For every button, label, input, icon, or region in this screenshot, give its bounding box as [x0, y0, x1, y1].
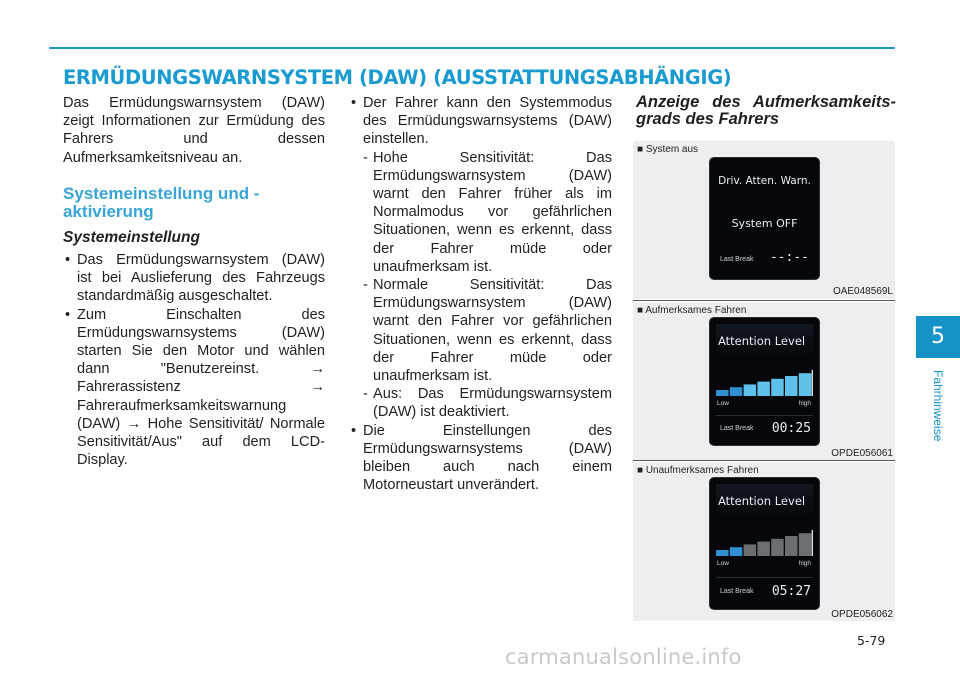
level-end-marker: [812, 530, 813, 556]
last-break-label: Last Break: [720, 256, 754, 263]
cluster-screen: [709, 157, 820, 280]
level-segment: [744, 544, 757, 556]
figure-divider: [633, 460, 895, 461]
level-segment: [730, 547, 743, 556]
column-1: [63, 94, 325, 469]
figure-code: OPDE056062: [831, 609, 893, 620]
level-segment: [771, 379, 784, 396]
figure-divider: [633, 300, 895, 301]
level-segment: [799, 373, 812, 396]
intro-paragraph: Das Ermüdungswarnsystem (DAW) zeigt Informationen zur Ermüdung des Fahrers und dessen Aufmerksamkeitsniveau an.: [63, 95, 325, 166]
dash-off: [349, 385, 612, 421]
heading-attention-display: Anzeige des Aufmerksamkeits-grads des Fahrers: [636, 93, 896, 128]
last-break-time: --:--: [769, 250, 809, 265]
section-title: ERMÜDUNGSWARNSYSTEM (DAW) (AUSSTATTUNGSABHÄNGIG): [63, 66, 732, 89]
figure-label: ■ Aufmerksames Fahren: [637, 305, 747, 316]
level-segment: [785, 376, 798, 396]
heading-system-settings: Systemeinstellung: [63, 228, 200, 246]
level-segment: [716, 550, 729, 556]
cluster-screen: [709, 477, 820, 610]
level-segment: [757, 382, 770, 396]
column-3: [636, 94, 896, 128]
bullet-settings-retained: • Die Einstellungen des Ermüdungswarnsystems (DAW) bleiben auch nach einem Motorneustart unverändert.: [349, 422, 612, 495]
level-segment: [744, 384, 757, 396]
last-break-label: Last Break: [720, 425, 754, 432]
figure-code: OPDE056061: [831, 448, 893, 459]
last-break-time: 00:25: [771, 421, 811, 436]
level-segment: [771, 539, 784, 556]
figure-system-off: [633, 141, 895, 299]
dash-normal-sensitivity: [349, 276, 612, 385]
figure-label: ■ System aus: [637, 144, 699, 155]
cluster-screen: [709, 317, 820, 446]
dash-text: Hohe Sensitivität: Das Ermüdungswarnsystem (DAW) warnt den Fahrer früher als im Normalmodus vor gefährlichen Situationen, wenn es erkennt, dass der Fahrer müde oder unaufmerksam ist.: [373, 149, 612, 275]
chapter-label-text: Fahrhinweise: [931, 370, 945, 442]
screen-status: System OFF: [731, 217, 798, 230]
dash-marker: -: [363, 277, 368, 294]
watermark: carmanualsonline.info: [505, 645, 742, 669]
level-segment: [716, 390, 729, 396]
level-segment: [785, 536, 798, 556]
top-rule: [49, 47, 895, 49]
chapter-tab: 5: [916, 316, 960, 358]
low-label: Low: [717, 560, 729, 567]
level-end-marker: [812, 370, 813, 396]
bullet-enable-steps: • Zum Einschalten des Ermüdungswarnsystems (DAW) starten Sie den Motor und wählen dann "Benutzereinst. → Fahrerassistenz → Fahreraufmerksamkeitswarnung (DAW) → Hohe Sensitivität/ Normale Sensitivität/Aus" auf dem LCD-Display.: [63, 306, 325, 470]
screen-title: Driv. Atten. Warn.: [718, 175, 811, 187]
screen-title: Attention Level: [718, 334, 806, 348]
heading-system-setup: Systemeinstellung und - aktivierung: [63, 183, 260, 221]
last-break-time: 05:27: [771, 584, 811, 599]
figure-label: ■ Unaufmerksames Fahren: [637, 465, 759, 476]
page-number: 5-79: [857, 633, 886, 648]
bullet-system-mode: • Der Fahrer kann den Systemmodus des Ermüdungswarnsystems (DAW) einstellen.: [349, 94, 612, 149]
last-break-label: Last Break: [720, 588, 754, 595]
level-segment: [757, 542, 770, 556]
dash-high-sensitivity: [349, 149, 612, 276]
screen-title: Attention Level: [718, 494, 806, 508]
figure-attentive: [633, 302, 895, 460]
dash-text: Aus: Das Ermüdungswarnsystem (DAW) ist deaktiviert.: [373, 386, 612, 421]
figure-inattentive: [633, 462, 895, 621]
high-label: high: [798, 400, 811, 407]
low-label: Low: [717, 400, 729, 407]
bullet-default-off: • Das Ermüdungswarnsystem (DAW) ist bei Auslieferung des Fahrzeugs standardmäßig ausgeschaltet.: [63, 251, 325, 306]
attention-level-bar: [716, 368, 813, 398]
chapter-label: [930, 370, 945, 454]
high-label: high: [798, 560, 811, 567]
figure-code: OAE048569L: [832, 286, 893, 297]
dash-marker: -: [363, 149, 368, 166]
level-segment: [799, 533, 812, 556]
attention-level-bar: [716, 528, 813, 558]
column-2: [349, 94, 612, 494]
dash-text: Normale Sensitivität: Das Ermüdungswarnsystem (DAW) warnt den Fahrer vor gefährlichen Situationen, wenn es erkennt, dass der Fahrer müde oder unaufmerksam ist.: [373, 277, 612, 385]
dash-marker: -: [363, 386, 368, 403]
level-segment: [730, 387, 743, 396]
